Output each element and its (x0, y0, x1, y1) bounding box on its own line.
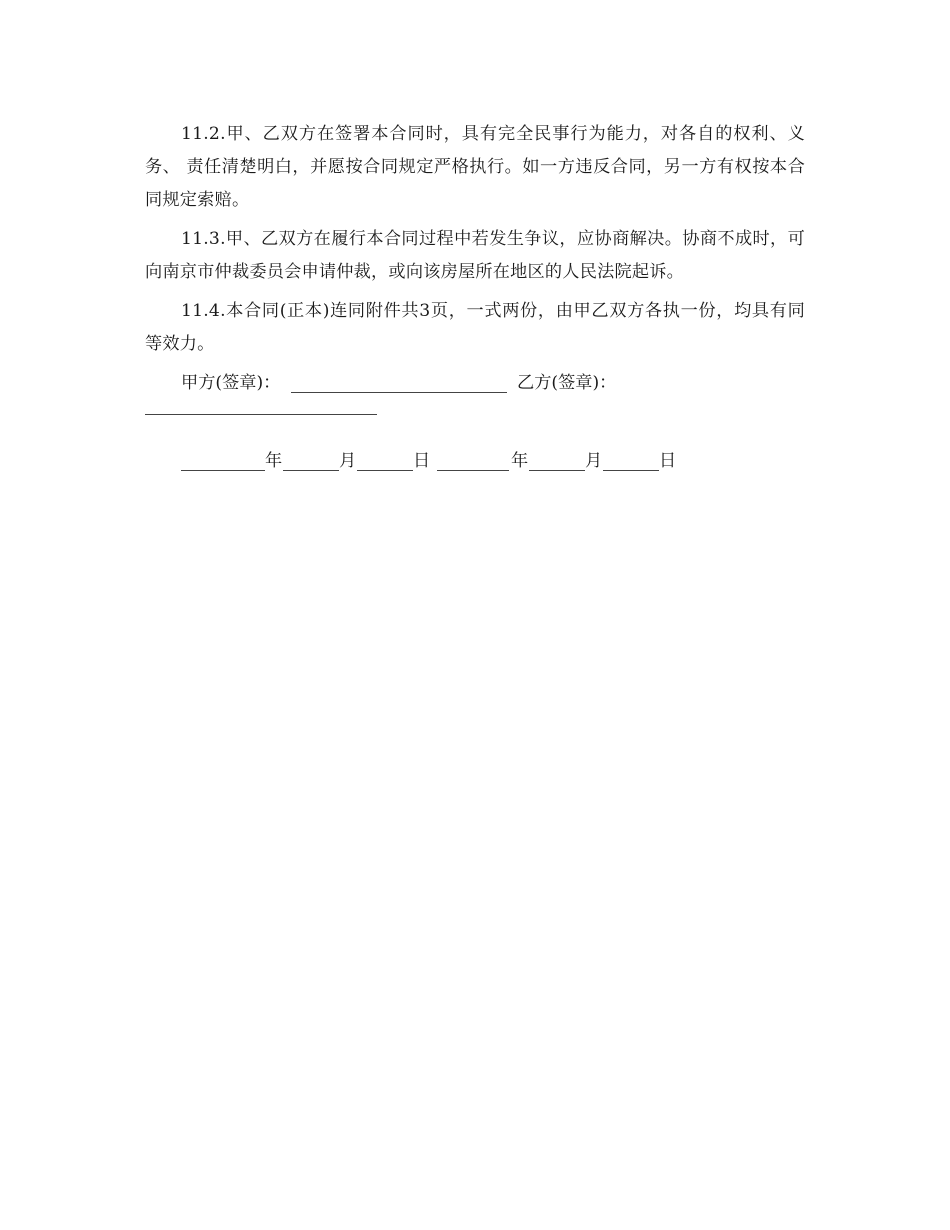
party-a-signature-line (291, 392, 507, 393)
signature-row (145, 367, 805, 400)
clause-11-3: 11.3.甲、乙双方在履行本合同过程中若发生争议，应协商解决。协商不成时，可向南京市仲裁委员会申请仲裁，或向该房屋所在地区的人民法院起诉。 (145, 229, 805, 282)
party-b-day-label: 日 (659, 451, 677, 471)
party-b-month-blank (529, 470, 585, 471)
party-b-year-label: 年 (511, 451, 529, 471)
date-row (145, 445, 805, 478)
party-b-month-label: 月 (585, 451, 603, 471)
party-a-month-blank (283, 470, 339, 471)
party-b-day-blank (603, 470, 659, 471)
party-a-day-blank (357, 470, 413, 471)
party-a-month-label: 月 (339, 451, 357, 471)
clause-11-2: 11.2.甲、乙双方在签署本合同时，具有完全民事行为能力，对各自的权利、义务、 责任清楚明白，并愿按合同规定严格执行。如一方违反合同，另一方有权按本合同规定索赔。 (145, 124, 805, 210)
contract-body (145, 118, 805, 478)
party-b-signature-line (145, 414, 377, 415)
party-b-year-blank (437, 470, 509, 471)
party-a-year-label: 年 (265, 451, 283, 471)
party-b-signature-label: 乙方(签章)： (517, 373, 617, 393)
party-a-signature-label: 甲方(签章)： (181, 373, 281, 393)
party-a-year-blank (181, 470, 265, 471)
party-a-day-label: 日 (413, 451, 431, 471)
clause-11-4: 11.4.本合同(正本)连同附件共3页，一式两份，由甲乙双方各执一份，均具有同等效力。 (145, 301, 805, 354)
